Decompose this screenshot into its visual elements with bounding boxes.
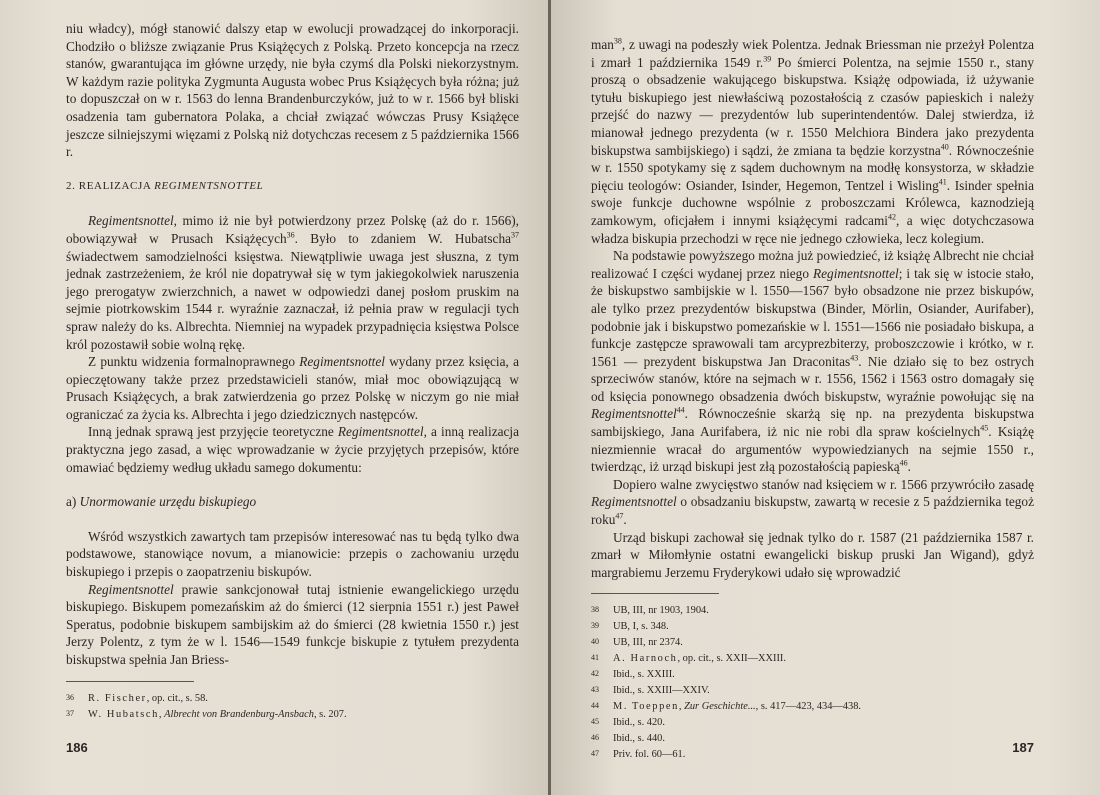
- paragraph: Na podstawie powyższego można już powiedzieć, iż książę Albrecht nie chciał realizować I części wydanej przez niego Regimentsnottel; i tak się w istocie stało, że biskupstwo sambijskie w l. 1550—1567 było obsadzone nie przez biskupów, ale tylko przez prezydentów biskupstwa (Binder, Mörlin, Osiander, Aurifaber), podobnie jak i biskupstwo pomezańskie w l. 1551—1566 nie posiadało biskupa, a funkcje zastępcze sprawowali tam arcyprezbiterzy, proboszczowie i krótko, w r. 1561 — prezydent biskupstwa Jan Draconitas$^{43}$. Nie działo się to bez ostrych sprzeciwów stanów, które na sejmach w r. 1556, 1562 i 1563 ostro domagały się od księcia ponownego obsadzenia dwóch biskupstw, wyraźnie powołując się na Regimentsnottel$^{44}$. Równocześnie skarżą się np. na prezydenta biskupstwa sambijskiego, Jana Aurifabera, iż nic nie robi dla spraw kościelnych$^{45}$. Książę niezmiennie wracał do argumentów wypowiedzianych na sejmie 1550 r., twierdząc, iż urząd biskupi jest złą pozostałością papieską$^{46}$.: [591, 248, 1035, 475]
- footnote-ref[interactable]: 36: [286, 230, 295, 240]
- footnote-ref[interactable]: 42: [887, 212, 896, 222]
- footnote-divider: [591, 593, 719, 594]
- paragraph: man$^{38}$, z uwagi na podeszły wiek Polentza. Jednak Briessman nie przeżył Polentza i zmarł 1 października 1549 r.$^{39}$ Po śmierci Polentza, na sejmie 1550 r., stany proszą o obsadzenie wakującego biskupstwa. Książę odpowiada, iż używanie tytułu biskupiego jest niewłaściwą pozostałością z czasów papieskich i należy przejść do nazwy — prezydentów lub superintendentów. Dalej stwierdza, iż mianował jednego prezydenta (w r. 1550 Melchiora Bindera jako prezydenta biskupstwa sambijskiego) i sądzi, że zmiana ta będzie korzystna$^{40}$. Równocześnie w r. 1550 spotykamy się z sądem duchownym na modłę konsystorza, w składzie pięciu teologów: Osiander, Isinder, Hegemon, Tentzel i Wisling$^{41}$. Isinder spełnia swoje funkcje duchowne wspólnie z proboszczami Królewca, kaznodzieją zamkowym, oficjałem i innymi książęcymi radcami$^{42}$, a więc dotychczasowa władza biskupia przechodzi w ręce nie jednego człowieka, lecz kolegium.: [591, 36, 1035, 246]
- footnote: 45 Ibid., s. 420.: [591, 717, 665, 729]
- left-page-body: [66, 20, 519, 669]
- right-page: [551, 0, 1100, 795]
- left-page: [0, 0, 549, 795]
- footnote: 43 Ibid., s. XXIII—XXIV.: [591, 685, 710, 697]
- paragraph: Wśród wszystkich zawartych tam przepisów interesować nas tu będą tylko dwa podstawowe, stanowiące novum, a mianowicie: przepis o zachowaniu urzędu biskupiego i przepis o zaopatrzeniu biskupów.: [66, 528, 519, 580]
- intro-paragraph: niu władcy), mógł stanowić dalszy etap w ewolucji prowadzącej do inkorporacji. Chodziło o bliższe związanie Prus Książęcych z Polską. Przeto koncepcja na rzecz stanów, gwarantująca im główne urzędy, nie była czymś dla Polski niekorzystnym. W każdym razie polityka Zygmunta Augusta wobec Prus Książęcych była różna; już to dopuszczał on w r. 1563 do lenna Brandenburczyków, już to w r. 1566 był bliski osadzenia tam gubernatora Polaka, a chciał związać wówczas Prusy Książęce jeszcze silniejszymi więzami z Polską niż dotychczas recesem z 5 października 1566 r.: [66, 21, 519, 160]
- footnote-divider: [66, 681, 194, 682]
- footnote: 38 UB, III, nr 1903, 1904.: [591, 605, 709, 617]
- footnote-ref[interactable]: 41: [938, 177, 947, 187]
- page-number: 186: [66, 740, 88, 755]
- footnote-ref[interactable]: 38: [613, 36, 622, 46]
- footnote-ref[interactable]: 40: [940, 142, 949, 152]
- footnotes-right: [591, 602, 1034, 762]
- footnote: 36 R. Fischer, op. cit., s. 58.: [66, 692, 208, 704]
- paragraph: Dopiero walne zwycięstwo stanów nad księciem w r. 1566 przywróciło zasadę Regimentsnottel o obsadzaniu biskupstw, zawartą w recesie z 5 października tegoż roku$^{47}$.: [591, 476, 1034, 528]
- footnote-ref[interactable]: 45: [980, 423, 989, 433]
- section-number: 2. REALIZACJA: [66, 179, 155, 192]
- right-page-body: [591, 36, 1034, 581]
- footnote: 46 Ibid., s. 440.: [591, 733, 665, 745]
- footnote-ref[interactable]: 39: [763, 54, 772, 64]
- paragraph: Inną jednak sprawą jest przyjęcie teoretyczne Regimentsnottel, a inną realizacja praktyczna jego zasad, a więc wprowadzanie w życie przyjętych przepisów, które omawiać będziemy według układu samego dokumentu:: [66, 424, 519, 475]
- footnote-ref[interactable]: 43: [850, 353, 859, 363]
- footnote-ref[interactable]: 46: [899, 458, 908, 468]
- footnote: 42 Ibid., s. XXIII.: [591, 669, 675, 681]
- section-heading: [66, 178, 519, 196]
- page-number: 187: [1012, 740, 1034, 755]
- footnote-ref[interactable]: 47: [615, 511, 624, 521]
- footnote: 44 M. Toeppen, Zur Geschichte..., s. 417—423, 434—438.: [591, 701, 862, 713]
- footnote: 41 A. Harnoch, op. cit., s. XXII—XXIII.: [591, 653, 786, 665]
- footnote: 37 W. Hubatsch, Albrecht von Brandenburg-Ansbach, s. 207.: [66, 708, 347, 720]
- paragraph: Regimentsnottel prawie sankcjonował tutaj istnienie ewangelickiego urzędu biskupiego. Biskupem pomezańskim aż do śmierci (12 sierpnia 1551 r.) jest Paweł Speratus, podobnie biskupem sambijskim aż do śmierci (28 kwietnia 1550 r.) jest Jerzy Polentz, z tym że w l. 1546—1549 funkcje biskupie z tytułem prezydenta biskupstwa spełnia Jan Briess-: [66, 581, 519, 667]
- footnote-ref[interactable]: 44: [676, 406, 685, 416]
- footnotes-left: [66, 690, 519, 722]
- footnote: 39 UB, I, s. 348.: [591, 621, 669, 633]
- paragraph: Regimentsnottel, mimo iż nie był potwierdzony przez Polskę (aż do r. 1566), obowiązywał w Prusach Książęcych$^{36}$. Było to zdaniem W. Hubatscha$^{37}$ świadectwem samodzielności księstwa. Niewątpliwie uwaga jest słuszna, z tym jednak zastrzeżeniem, że król nie dopatrywał się w tym jakiegokolwiek naruszenia jego prerogatyw zwierzchnich, a nawet w odpowiedzi danej posłom pruskim na sejmie piotrkowskim 1544 r. wyraźnie zaznaczał, iż pełnia praw w regulacji tych spraw należy do ks. Albrechta. Niemniej na wypadek przypadnięcia księstwa Polsce król pozostawił sobie wolną rękę.: [66, 213, 520, 352]
- paragraph: Z punktu widzenia formalnoprawnego Regimentsnottel wydany przez księcia, a opieczętowany także przez przedstawicieli stanów, miał moc obowiązującą w Prusach Książęcych, a brak zatwierdzenia go przez Polskę w niczym go nie miał ograniczać za życia ks. Albrechta i jego dziedzicznych następców.: [66, 354, 519, 422]
- subsection-heading: a) Unormowanie urzędu biskupiego: [66, 494, 257, 510]
- footnote: 47 Priv. fol. 60—61.: [591, 749, 686, 761]
- footnote-ref[interactable]: 37: [511, 230, 520, 240]
- section-title: REGIMENTSNOTTEL: [154, 179, 264, 192]
- paragraph: Urząd biskupi zachował się jednak tylko do r. 1587 (21 października 1587 r. zmarł w Miłomłynie ostatni ewangelicki biskup pruski Jan Wigand), gdyż margrabiemu Jerzemu Fryderykowi udało się wprowadzić: [591, 529, 1034, 580]
- footnote: 40 UB, III, nr 2374.: [591, 637, 683, 649]
